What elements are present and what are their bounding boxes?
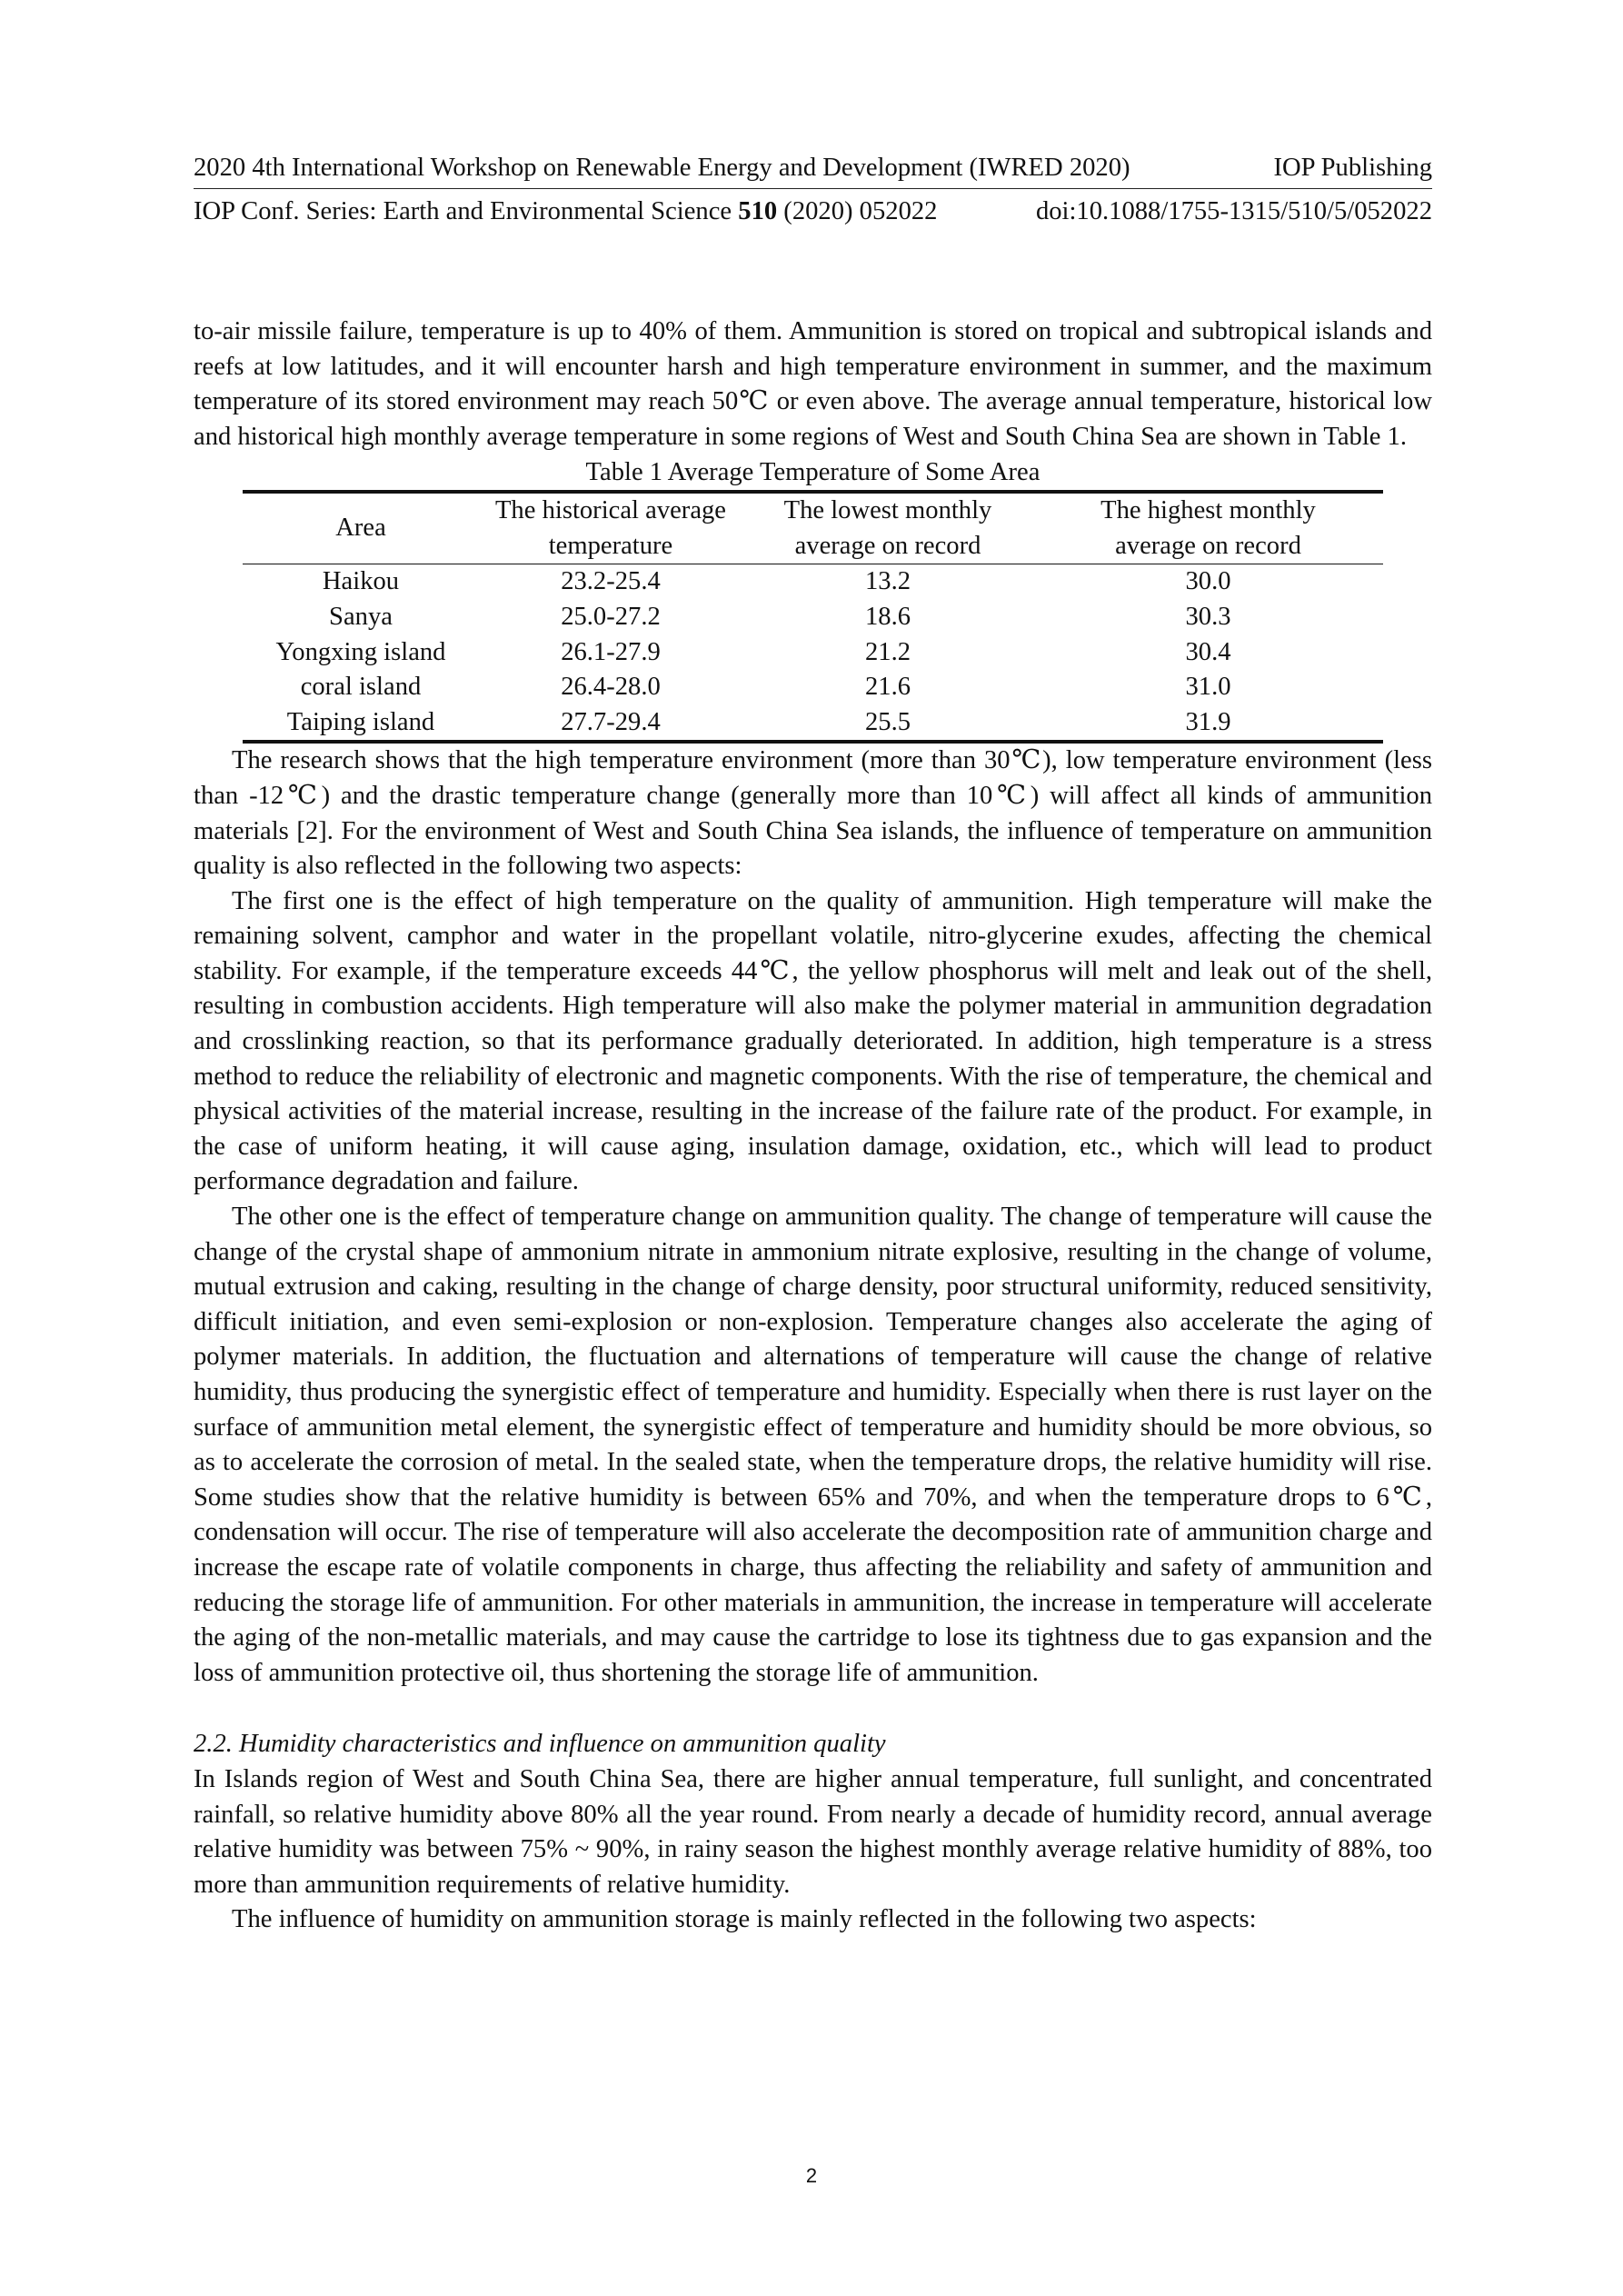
table-row [243, 564, 1383, 600]
table-caption: Table 1 Average Temperature of Some Area [585, 457, 1041, 486]
cell-lowest: 21.6 [864, 673, 911, 702]
table-row [243, 670, 1383, 705]
series-prefix: IOP Conf. Series: Earth and Environmental Science [194, 196, 739, 225]
header-highest-2: average on record [1033, 529, 1383, 564]
paragraph-3: The first one is the effect of high temperature on the quality of ammunition. High temperature will make the remaining solvent, camphor and water in the propellant volatile, nitro-glycerine exudes, affecting the chemical stability. For example, if the temperature exceeds 44℃, the yellow phosphorus will melt and leak out of the shell, resulting in combustion accidents. High temperature will also make the polymer material in ammunition degradation and crosslinking reaction, so that its performance gradually deteriorated. In addition, high temperature is a stress method to reduce the reliability of electronic and magnetic components. With the rise of temperature, the chemical and physical activities of the material increase, resulting in the increase of the failure rate of the product. For example, in the case of uniform heating, it will cause aging, insulation damage, oxidation, etc., which will lead to product performance degradation and failure. [194, 886, 1432, 1196]
paragraph-2: The research shows that the high temperature environment (more than 30℃), low temperature environment (less than -12℃) and the drastic temperature change (generally more than 10℃) will affect all kinds of ammunition materials [2]. For the environment of West and South China Sea islands, the influence of temperature on ammunition quality is also reflected in the following two aspects: [194, 746, 1432, 881]
cell-highest: 31.9 [1033, 705, 1383, 743]
header-lowest-2: average on record [742, 529, 1033, 564]
cell-lowest: 25.5 [742, 705, 1033, 743]
temperature-table [243, 490, 1383, 744]
cell-historical: 26.4-28.0 [561, 673, 661, 702]
cell-area: Sanya [329, 602, 393, 631]
series-suffix: (2020) 052022 [777, 196, 938, 225]
conference-name: 2020 4th International Workshop on Renewable Energy and Development (IWRED 2020) [194, 154, 1130, 182]
cell-highest: 30.3 [1185, 602, 1231, 631]
body-text [194, 314, 1432, 1938]
cell-area: Haikou [322, 567, 400, 596]
cell-area: Yongxing island [275, 637, 446, 666]
cell-highest: 31.0 [1185, 673, 1231, 702]
cell-lowest: 13.2 [864, 567, 911, 596]
cell-lowest: 18.6 [864, 602, 911, 631]
header-historical-1: The historical average [479, 492, 742, 529]
header-historical-2: temperature [479, 529, 742, 564]
running-header-bottom [194, 195, 1432, 230]
paragraph-6: The influence of humidity on ammunition storage is mainly reflected in the following two aspects: [232, 1905, 1257, 1934]
header-lowest-1: The lowest monthly [742, 492, 1033, 529]
cell-lowest: 21.2 [864, 637, 911, 666]
header-highest-1: The highest monthly [1033, 492, 1383, 529]
cell-highest: 30.4 [1185, 637, 1231, 666]
cell-highest: 30.0 [1185, 567, 1231, 596]
cell-historical: 27.7-29.4 [479, 705, 742, 743]
doi-link[interactable]: doi:10.1088/1755-1315/510/5/052022 [1035, 196, 1432, 225]
header-area: Area [243, 492, 479, 564]
table-row [243, 600, 1383, 635]
table-row [243, 635, 1383, 671]
volume-number: 510 [738, 196, 778, 225]
paragraph-1: to-air missile failure, temperature is up to 40% of them. Ammunition is stored on tropical and subtropical islands and reefs at low latitudes, and it will encounter harsh and high temperature environment in summer, and the maximum temperature of its stored environment may reach 50℃ or even above. The average annual temperature, historical low and historical high monthly average temperature in some regions of West and South China Sea are shown in Table 1. [194, 317, 1432, 451]
series-info [194, 195, 937, 230]
cell-historical: 23.2-25.4 [561, 567, 661, 596]
section-heading: 2.2. Humidity characteristics and influence on ammunition quality [194, 1730, 886, 1759]
cell-area: coral island [300, 673, 422, 702]
paragraph-5: In Islands region of West and South China Sea, there are higher annual temperature, full sunlight, and concentrated rainfall, so relative humidity above 80% all the year round. From nearly a decade of humidity record, annual average relative humidity was between 75% ~ 90%, in rainy season the highest monthly average relative humidity of 88%, too more than ammunition requirements of relative humidity. [194, 1764, 1432, 1899]
table-header-row [243, 492, 1383, 529]
publisher-name: IOP Publishing [1273, 154, 1432, 182]
cell-historical: 25.0-27.2 [561, 602, 661, 631]
cell-area: Taiping island [243, 705, 479, 743]
page-number: 2 [805, 2164, 818, 2187]
paragraph-4: The other one is the effect of temperature change on ammunition quality. The change of temperature will cause the change of the crystal shape of ammonium nitrate in ammonium nitrate explosive, resulting in the change of volume, mutual extrusion and caking, resulting in the change of charge density, poor structural uniformity, reduced sensitivity, difficult initiation, and even semi-explosion or non-explosion. Temperature changes also accelerate the aging of polymer materials. In addition, the fluctuation and alternations of temperature will cause the change of relative humidity, thus producing the synergistic effect of temperature and humidity. Especially when there is rust layer on the surface of ammunition metal element, the synergistic effect of temperature and humidity should be more obvious, so as to accelerate the corrosion of metal. In the sealed state, when the temperature drops, the relative humidity will rise. Some studies show that the relative humidity is between 65% and 70%, and when the temperature drops to 6℃, condensation will occur. The rise of temperature will also accelerate the decomposition rate of ammunition charge and increase the escape rate of volatile components in charge, thus affecting the reliability and safety of ammunition and reducing the storage life of ammunition. For other materials in ammunition, the increase in temperature will accelerate the aging of the non-metallic materials, and may cause the cartridge to lose its tightness due to gas expansion and the loss of ammunition protective oil, thus shortening the storage life of ammunition. [194, 1203, 1432, 1687]
cell-historical: 26.1-27.9 [561, 637, 661, 666]
running-header-top [194, 151, 1432, 189]
table-row [243, 705, 1383, 743]
